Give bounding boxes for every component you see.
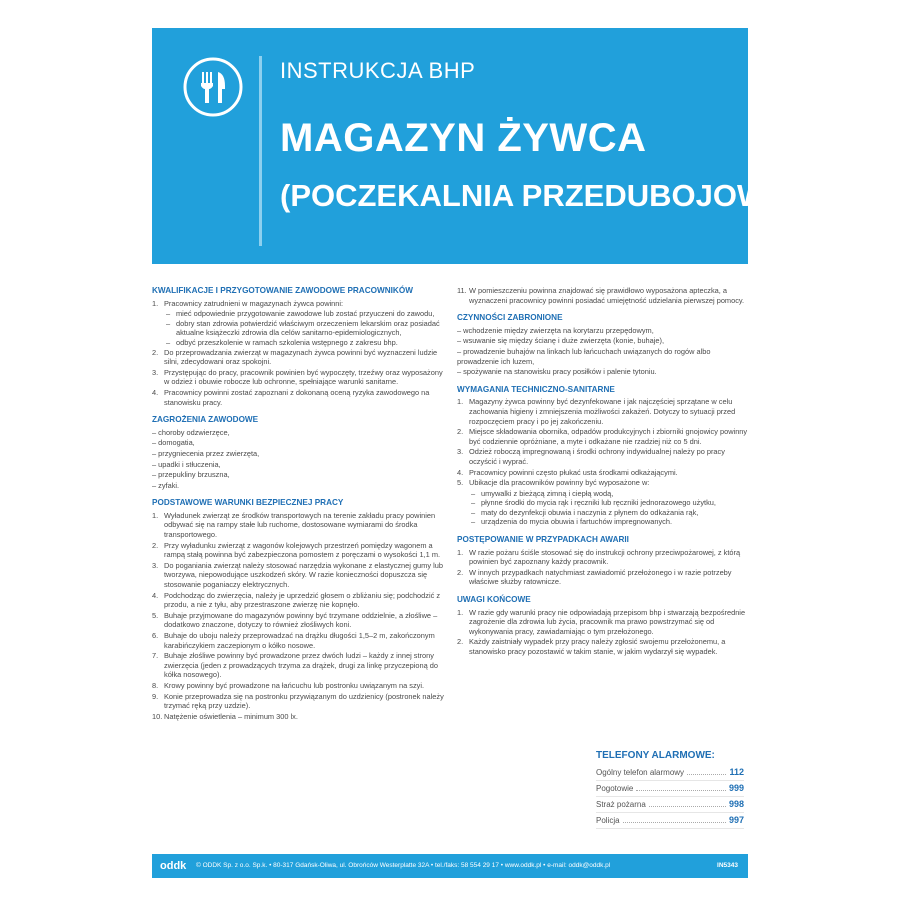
sub-item [152, 338, 448, 348]
phone-number: 999 [728, 783, 744, 793]
item-text: W pomieszczeniu powinna znajdować się prawidłowo wyposażona apteczka, a wyznaczeni pracownicy powinni posiadać umiejętność udzielania pierwszej pomocy. [469, 286, 745, 305]
item-text: Buhaje przyjmowane do magazynów powinny być trzymane oddzielnie, a złośliwe – dodatkowo znaczone, dotyczy to również złośliwych koni. [164, 610, 438, 630]
phone-name: Policja [596, 816, 620, 825]
sub-item [457, 508, 748, 518]
phone-name: Pogotowie [596, 784, 634, 793]
item-number: 8. [152, 680, 159, 690]
phone-row [596, 765, 744, 781]
list-item [457, 447, 748, 466]
sub-item-text: odbyć przeszkolenie w ramach szkolenia wstępnego z zakresu bhp. [176, 337, 398, 347]
list-item: – wchodzenie między zwierzęta na korytarzu przepędowym, [457, 325, 654, 335]
header-divider [259, 56, 262, 246]
emergency-phones-title: TELEFONY ALARMOWE: [596, 750, 715, 761]
footer-bar [152, 854, 748, 878]
instruction-sheet [152, 28, 798, 878]
item-text: W innych przypadkach natychmiast zawiadomić przełożonego i w razie potrzeby właściwe służby ratownicze. [469, 567, 732, 587]
item-number: 11. [457, 286, 467, 295]
list-item: – prowadzenie buhajów na linkach lub łańcuchach uwiązanych do rogów albo prowadzenie ich luzem, [457, 346, 711, 366]
list-item: – spożywanie na stanowisku pracy posiłków i palenie tytoniu. [457, 367, 657, 377]
item-number: 2. [457, 567, 464, 577]
list-item: – choroby odzwierzęce, [152, 427, 230, 437]
section [457, 535, 748, 587]
section-title: KWALIFIKACJE I PRZYGOTOWANIE ZAWODOWE PRACOWNIKÓW [152, 286, 413, 295]
sub-dash: – [471, 488, 476, 498]
section [152, 286, 448, 407]
sub-dash: – [166, 309, 171, 319]
list-item [152, 651, 448, 680]
item-text: Konie przeprowadza się na postronku przywiązanym do uzdzienicy (postronek należy trzymać ręką przy uzdzie). [164, 691, 444, 711]
item-text: Do poganiania zwierząt należy stosować narzędzia wykonane z elastycznej gumy lub tworzywa, niepowodujące uszkodzeń skóry. W razie konieczności dopuszcza się stosowanie poganiaczy elektrycznych. [164, 560, 443, 590]
document-kicker: INSTRUKCJA BHP [280, 58, 476, 83]
page-title: MAGAZYN ŻYWCA [280, 116, 647, 160]
list-item [152, 712, 448, 722]
section-title: CZYNNOŚCI ZABRONIONE [457, 313, 563, 323]
section-title: PODSTAWOWE WARUNKI BEZPIECZNEJ PRACY [152, 498, 344, 508]
sub-item [457, 489, 748, 499]
list-item [152, 611, 448, 630]
left-column [152, 286, 448, 729]
item-number: 2. [457, 637, 464, 647]
item-text: Pracownicy powinni często płukać usta środkami odkażającymi. [469, 467, 678, 477]
list-item [457, 468, 748, 478]
item-text: W razie pożaru ściśle stosować się do instrukcji ochrony przeciwpożarowej, z którą powinien być zapoznany każdy pracownik. [469, 547, 741, 567]
list-item [457, 478, 748, 488]
list-item [152, 541, 448, 560]
list-item [152, 299, 448, 309]
item-number: 10. [152, 711, 163, 721]
sub-item [152, 309, 448, 319]
sub-item-text: maty do dezynfekcji obuwia i naczynia z płynem do odkażania rąk, [481, 507, 699, 517]
sub-item [457, 498, 748, 508]
list-item: – przepukliny brzuszna, [152, 470, 230, 480]
item-number: 3. [152, 367, 159, 377]
item-number: 4. [152, 387, 159, 397]
item-number: 5. [457, 478, 464, 488]
item-text: Miejsce składowania obornika, odpadów produkcyjnych i zbiorniki gnojowicy powinny być codziennie opróżniane, a myte i odkażane nie rzadziej niż co 5 dni. [469, 427, 748, 446]
sub-item [457, 517, 748, 527]
item-number: 4. [457, 467, 464, 477]
list-item [457, 548, 748, 567]
item-number: 7. [152, 651, 159, 661]
item-number: 3. [457, 447, 464, 457]
company-logo: oddk [160, 860, 187, 872]
phone-row [596, 781, 744, 797]
list-item: – zyfaki. [152, 480, 180, 490]
phone-dots [687, 768, 726, 775]
item-text: Do przeprowadzania zwierząt w magazynach żywca powinni być wyznaczeni ludzie silni, zdecydowani oraz spokojni. [164, 347, 438, 367]
section-title: POSTĘPOWANIE W PRZYPADKACH AWARII [457, 535, 629, 545]
list-item [457, 286, 748, 305]
phone-dots [649, 800, 726, 807]
phone-dots [636, 784, 726, 791]
item-text: Buhaje do uboju należy przeprowadzać na drążku długości 1,5–2 m, zakończonym karabińczykiem zaczepionym o kółko nosowe. [164, 631, 435, 650]
item-number: 6. [152, 631, 159, 640]
phone-name: Ogólny telefon alarmowy [596, 768, 685, 777]
sub-item-text: urządzenia do mycia obuwia i fartuchów impregnowanych. [481, 517, 673, 527]
section [457, 385, 748, 527]
item-number: 5. [152, 610, 159, 620]
phone-row [596, 797, 744, 813]
list-item [152, 368, 448, 387]
section [457, 313, 748, 377]
sub-dash: – [166, 318, 171, 328]
header-banner [152, 28, 798, 264]
section-title: WYMAGANIA TECHNICZNO-SANITARNE [457, 384, 615, 394]
list-item [152, 388, 448, 407]
phone-number: 112 [729, 767, 744, 777]
list-item [457, 608, 748, 637]
sub-item-text: mieć odpowiednie przygotowanie zawodowe lub zostać przyuczeni do zawodu, [176, 309, 435, 319]
list-item: – przygniecenia przez zwierzęta, [152, 448, 260, 458]
item-number: 2. [152, 347, 159, 357]
list-item: – wsuwanie się między ścianę i duże zwierzęta (konie, buhaje), [457, 336, 665, 346]
phone-number: 997 [728, 815, 744, 825]
list-item [152, 681, 448, 691]
item-text: Pracownicy powinni zostać zapoznani z dokonaną oceną ryzyka zawodowego na stanowisku pracy. [164, 387, 430, 407]
page-subtitle: (POCZEKALNIA PRZEDUBOJOWA) [280, 178, 798, 213]
phone-row [596, 813, 744, 829]
list-item [457, 637, 748, 656]
sub-dash: – [471, 507, 476, 517]
list-item: – upadki i stłuczenia, [152, 459, 221, 469]
list-item [152, 631, 448, 650]
sub-item [152, 319, 448, 338]
item-number: 1. [152, 510, 159, 520]
list-item [152, 692, 448, 711]
section-title: ZAGROŻENIA ZAWODOWE [152, 415, 259, 425]
phone-name: Straż pożarna [596, 800, 646, 809]
footer-contact: © ODDK Sp. z o.o. Sp.k. • 80-317 Gdańsk-Oliwa, ul. Obrońców Westerplatte 32A • tel./faks: 58 554 29 17 • www.oddk.pl • e-mail: oddk@oddk.pl [196, 862, 611, 869]
item-text: Krowy powinny być prowadzone na łańcuchu lub postronku uwiązanym na szyi. [164, 680, 425, 690]
item-text: Pracownicy zatrudnieni w magazynach żywca powinni: [164, 298, 344, 308]
item-number: 1. [457, 397, 464, 407]
item-text: Każdy zaistniały wypadek przy pracy należy zgłosić swojemu przełożonemu, a stanowisko pracy pozostawić w takim stanie, w jakim wydarzył się wypadek. [469, 637, 726, 656]
sub-dash: – [166, 337, 171, 347]
right-column [457, 286, 748, 665]
item-number: 9. [152, 691, 159, 701]
document-code: IN5343 [717, 862, 738, 869]
item-number: 1. [457, 607, 464, 617]
item-text: Wyładunek zwierząt ze środków transportowych na terenie zakładu pracy powinien odbywać się na rampy stałe lub ruchome, dostosowane wymiarami do środka transportowego. [164, 510, 436, 540]
item-number: 1. [457, 547, 464, 557]
sub-item-text: umywalki z bieżącą zimną i ciepłą wodą, [481, 488, 614, 498]
list-item [152, 511, 448, 540]
list-item [457, 427, 748, 446]
item-text: Natężenie oświetlenia – minimum 300 lx. [164, 711, 298, 721]
list-item [457, 568, 748, 587]
sub-dash: – [471, 498, 476, 508]
item-text: W razie gdy warunki pracy nie odpowiadają przepisom bhp i stwarzają bezpośrednie zagrożenie dla zdrowia lub życia, pracownik ma prawo powstrzymać się od wykonywania pracy, zawiadamiając o tym przełożonego. [469, 607, 746, 636]
list-item [152, 561, 448, 590]
item-text: Przy wyładunku zwierząt z wagonów kolejowych przestrzeń pomiędzy wagonem a rampą stałą powinna być zabezpieczona pomostem z poręczami o wysokości 1,1 m. [164, 540, 441, 560]
item-text: Magazyny żywca powinny być dezynfekowane i jak najczęściej sprzątane w celu zachowania higieny i zmniejszenia możliwości zakażeń. Dotyczy to sytuacji przed rozpoczęciem pracy i po jej zakończeniu. [469, 397, 736, 426]
section [457, 286, 748, 305]
section [152, 415, 448, 490]
section [152, 498, 448, 721]
section-title: UWAGI KOŃCOWE [457, 595, 531, 605]
phone-dots [623, 816, 726, 823]
sub-dash: – [471, 517, 476, 527]
list-item [457, 397, 748, 426]
phone-number: 998 [728, 799, 744, 809]
section [457, 595, 748, 657]
item-number: 2. [152, 540, 159, 550]
sub-item-text: dobry stan zdrowia potwierdzić właściwym orzeczeniem lekarskim oraz posiadać aktualne książeczki zdrowia dla celów sanitarno-epidemiologicznych, [176, 318, 440, 338]
item-number: 2. [457, 427, 464, 437]
item-text: Ubikacje dla pracowników powinny być wyposażone w: [469, 478, 650, 488]
list-item [152, 348, 448, 367]
list-item: – domogatia, [152, 438, 195, 448]
list-item [152, 591, 448, 610]
item-text: Buhaje złośliwe powinny być prowadzone przez dwóch ludzi – każdy z innej strony zwierzęcia (jeden z prowadzących trzyma za drążek, drugi za linkę przyczepioną do kółka nosowego). [164, 651, 438, 680]
fork-knife-icon [182, 56, 244, 118]
item-number: 3. [152, 560, 159, 570]
sub-item-text: płynne środki do mycia rąk i ręczniki lub ręczniki jednorazowego użytku, [481, 498, 716, 508]
item-number: 1. [152, 298, 159, 308]
item-text: Podchodząc do zwierzęcia, należy je uprzedzić głosem o zbliżaniu się; podchodzić z przodu, a nie z tyłu, aby przestraszone zwierzę nie kopnęło. [164, 590, 441, 610]
emergency-phones [596, 750, 744, 829]
item-number: 4. [152, 590, 159, 600]
item-text: Przystępując do pracy, pracownik powinien być wypoczęty, trzeźwy oraz wyposażony w odzież i obuwie robocze lub ochronne, spełniające warunki sanitarne. [164, 367, 443, 387]
item-text: Odzież roboczą impregnowaną i środki ochrony indywidualnej należy po pracy oczyścić i wyprać. [469, 447, 725, 466]
